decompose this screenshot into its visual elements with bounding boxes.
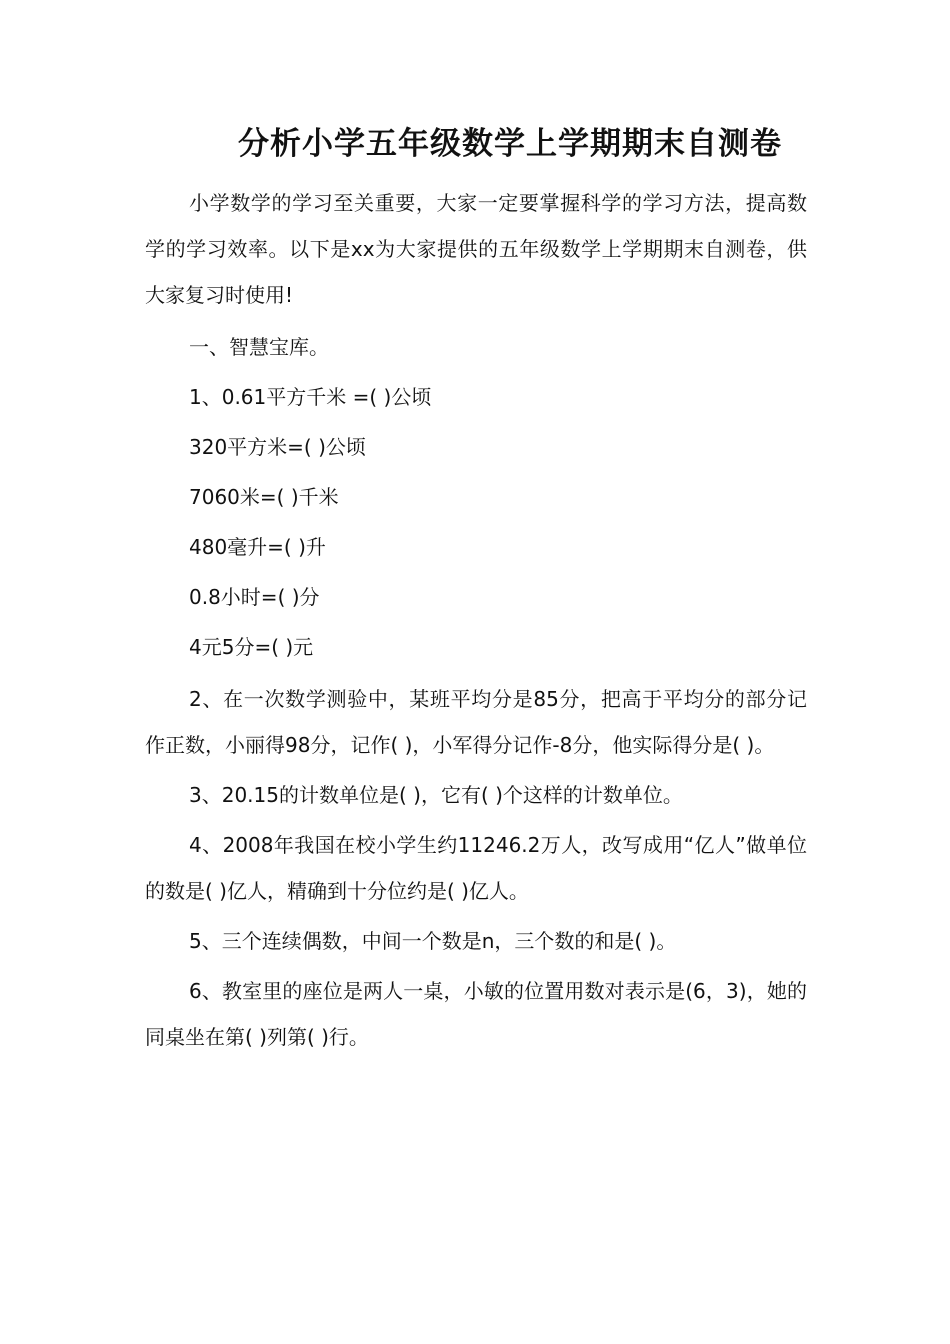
document-body [145, 180, 807, 1060]
question-3: 3、20.15的计数单位是( )，它有( )个这样的计数单位。 [189, 783, 683, 807]
q1-line-1: 1、0.61平方千米 =( )公顷 [189, 385, 432, 409]
intro-paragraph: 小学数学的学习至关重要，大家一定要掌握科学的学习方法，提高数学的学习效率。以下是xx为大家提供的五年级数学上学期期末自测卷，供大家复习时使用! [145, 191, 807, 307]
q1-line-6: 4元5分=( )元 [189, 635, 314, 659]
question-4: 4、2008年我国在校小学生约11246.2万人，改写成用“亿人”做单位的数是( )亿人，精确到十分位约是( )亿人。 [145, 833, 807, 903]
question-6: 6、教室里的座位是两人一桌，小敏的位置用数对表示是(6，3)，她的同桌坐在第( )列第( )行。 [145, 979, 807, 1049]
question-2: 2、在一次数学测验中，某班平均分是85分，把高于平均分的部分记作正数，小丽得98分，记作( )，小军得分记作-8分，他实际得分是( )。 [145, 687, 807, 757]
question-5: 5、三个连续偶数，中间一个数是n，三个数的和是( )。 [189, 929, 677, 953]
document-title: 分析小学五年级数学上学期期末自测卷 [238, 126, 782, 162]
q1-line-5: 0.8小时=( )分 [189, 585, 320, 609]
q1-line-2: 320平方米=( )公顷 [189, 435, 366, 459]
q1-line-4: 480毫升=( )升 [189, 535, 326, 559]
q1-line-3: 7060米=( )千米 [189, 485, 339, 509]
section-heading: 一、智慧宝库。 [189, 335, 329, 359]
